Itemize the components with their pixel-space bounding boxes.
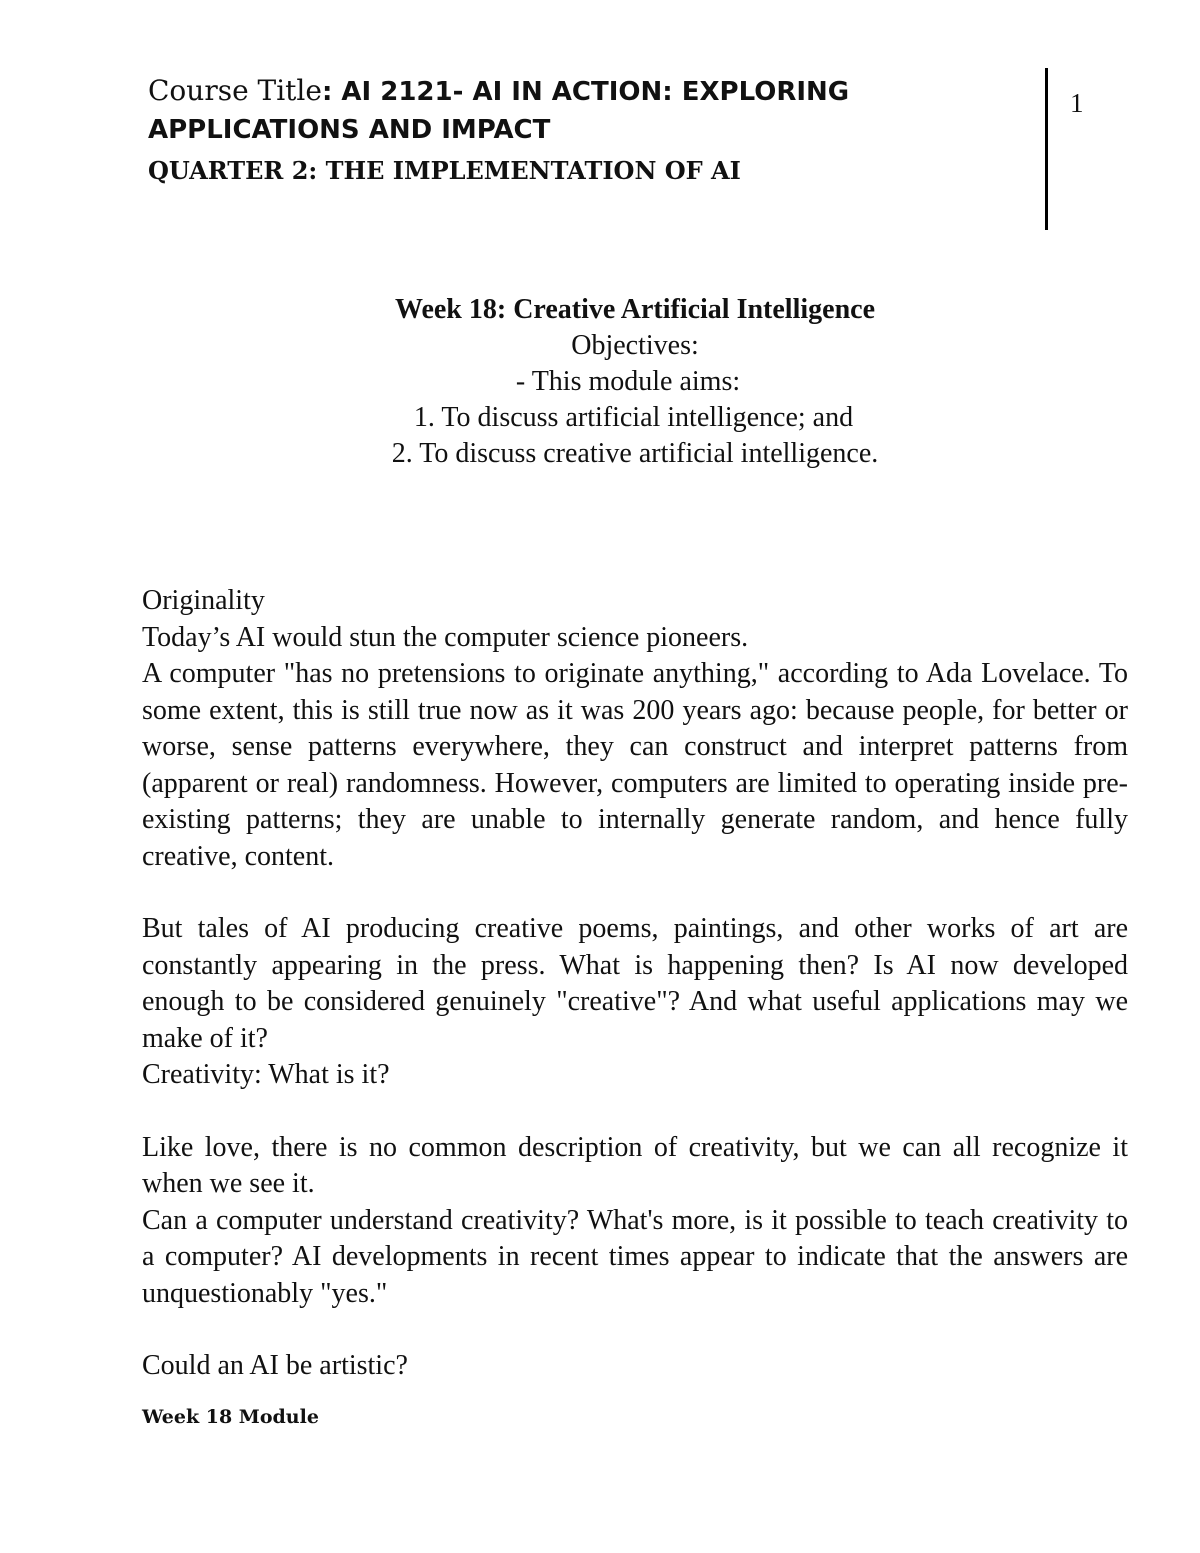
objectives-list bbox=[0, 400, 1200, 472]
objectives-label: Objectives: bbox=[571, 330, 699, 361]
aims-item: - This module aims: bbox=[515, 366, 741, 397]
course-title-continuation: APPLICATIONS AND IMPACT bbox=[148, 115, 551, 145]
document-header bbox=[148, 72, 1008, 191]
week-title: Week 18: Creative Artificial Intelligence bbox=[394, 294, 876, 325]
section-heading-creativity: Creativity: What is it? bbox=[142, 1059, 390, 1090]
paragraph: But tales of AI producing creative poems, paintings, and other works of art are constantly appearing in the press. What is happening then? Is AI now developed enough to be considered genuinely "creative"? And what useful applications may we make of it? bbox=[142, 913, 1128, 1054]
section-heading-artistic: Could an AI be artistic? bbox=[142, 1350, 408, 1381]
paragraph-gap bbox=[142, 1094, 1128, 1130]
quarter-title: QUARTER 2: THE IMPLEMENTATION OF AI bbox=[148, 156, 741, 185]
section-heading-originality: Originality bbox=[142, 585, 265, 616]
header-divider bbox=[1045, 68, 1048, 230]
paragraph: Like love, there is no common description of creativity, but we can all recognize it when we see it. bbox=[142, 1131, 1128, 1199]
paragraph-gap bbox=[142, 875, 1128, 911]
course-title-line bbox=[148, 72, 1008, 111]
module-intro bbox=[0, 292, 1200, 472]
page-number: 1 bbox=[1070, 88, 1084, 118]
paragraph: Today’s AI would stun the computer science pioneers. bbox=[142, 621, 749, 653]
objective-item: 1. To discuss artificial intelligence; and bbox=[413, 402, 854, 433]
body-text bbox=[142, 583, 1128, 1385]
course-title-text: : AI 2121- AI IN ACTION: EXPLORING bbox=[321, 77, 850, 107]
paragraph-gap bbox=[142, 1312, 1128, 1348]
paragraph: A computer "has no pretensions to originate anything," according to Ada Lovelace. To some extent, this is still true now as it was 200 years ago: because people, for better or worse, sense patterns everywhere, they can construct and interpret patterns from (apparent or real) randomness. However, computers are limited to operating inside pre-existing patterns; they are unable to internally generate random, and hence fully creative, content. bbox=[142, 658, 1128, 872]
course-title-label: Course Title bbox=[148, 74, 322, 107]
objective-item: 2. To discuss creative artificial intelligence. bbox=[391, 438, 879, 469]
page-footer: Week 18 Module bbox=[142, 1406, 319, 1428]
paragraph: Can a computer understand creativity? What's more, is it possible to teach creativity to a computer? AI developments in recent times appear to indicate that the answers are unquestionably "yes." bbox=[142, 1204, 1128, 1309]
